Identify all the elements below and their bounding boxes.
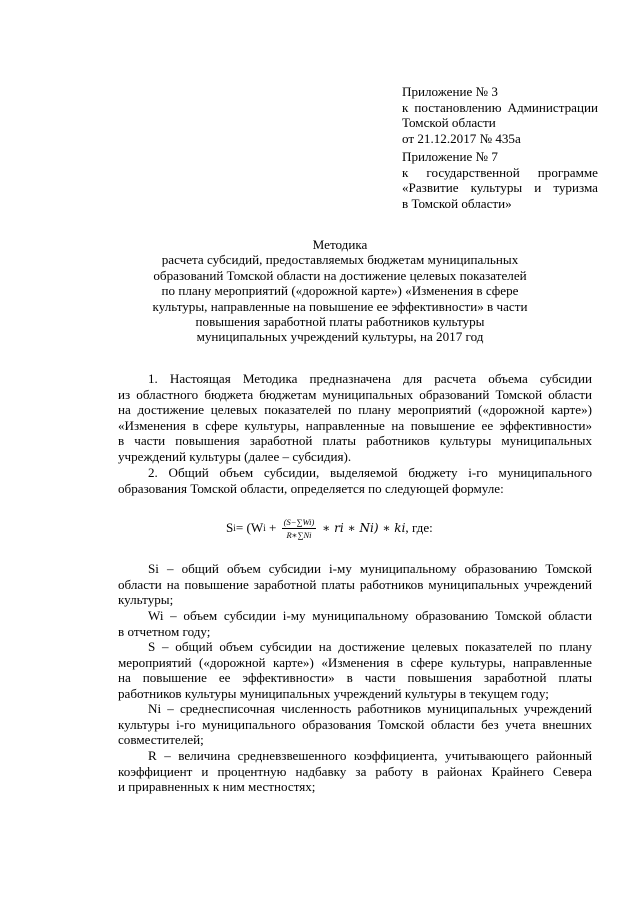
document-title (120, 237, 560, 345)
text-line: из областного бюджета бюджетам муниципальных образований Томской области (118, 386, 592, 402)
formula-numerator: (S−∑Wi) (283, 516, 315, 527)
subsidy-formula (226, 510, 433, 546)
text-line: 1. Настоящая Методика предназначена для расчета объема субсидии (148, 371, 592, 386)
formula-lhs-sub: i (233, 523, 236, 533)
definition-ni (118, 701, 592, 748)
text-line: в отчетном году; (118, 623, 211, 639)
title-heading: Методика (312, 237, 368, 252)
title-line: повышения заработной платы работников культуры (195, 314, 485, 330)
text-line: Si – общий объем субсидии i-му муниципальному образованию Томской (148, 561, 592, 576)
text-line: культуры i-го муниципального образования Томской области без учета внешних (118, 716, 592, 732)
formula-suffix: , где: (405, 520, 433, 535)
appendix-3-date: от 21.12.2017 № 435а (402, 130, 521, 146)
text-line: культуры; (118, 592, 174, 608)
definition-si (118, 561, 592, 608)
text-line: на повышение ее эффективности» в части повышения заработной платы (118, 670, 592, 686)
text-line: учреждений культуры (далее – субсидия). (118, 448, 352, 464)
formula-tail-2: ) ∗ ki (373, 521, 406, 535)
definition-r (118, 748, 592, 795)
text-line: S – общий объем субсидии на достижение целевых показателей по плану (148, 639, 592, 654)
text-line: коэффициент и процентную надбавку за работу в районах Крайнего Севера (118, 763, 592, 779)
appendix-3-number: Приложение № 3 (402, 84, 498, 99)
title-line: расчета субсидий, предоставляемых бюджетам муниципальных (161, 252, 519, 268)
text-line: образования Томской области, определяется по следующей формуле: (118, 480, 504, 496)
text-line: и приравненных к ним местностях; (118, 779, 316, 795)
formula-lhs: S (226, 520, 234, 535)
title-line: по плану мероприятий («дорожной карте») «Изменения в сфере (161, 283, 519, 299)
text-line: области на повышение заработной платы работников муниципальных учреждений (118, 576, 592, 592)
text-line: R – величина средневзвешенного коэффициента, учитывающего районный (148, 748, 592, 763)
title-line: муниципальных учреждений культуры, на 2017 год (196, 329, 484, 345)
appendix-7-program: к государственной программе (402, 164, 598, 180)
text-line: мероприятий («дорожной карте») «Изменения в сфере культуры, направленные (118, 654, 592, 670)
paragraph-1 (118, 371, 592, 465)
formula-denominator: R∗∑Ni (286, 529, 312, 540)
formula-w-sub: i (263, 523, 266, 533)
formula-fraction (282, 517, 317, 540)
appendix-7-number: Приложение № 7 (402, 149, 498, 164)
appendix-7-block (402, 149, 598, 211)
text-line: на достижение целевых показателей по плану мероприятий («дорожной карте») (118, 402, 592, 418)
title-line: культуры, направленные на повышение ее эффективности» в части (152, 298, 528, 314)
text-line: Wi – объем субсидии i-му муниципальному образованию Томской области (148, 608, 592, 623)
definition-wi (118, 608, 592, 639)
appendix-7-program-name: «Развитие культуры и туризма (402, 180, 598, 196)
appendix-7-region: в Томской области» (402, 195, 512, 211)
text-line: в части повышения заработной платы работников культуры муниципальных (118, 433, 592, 449)
appendix-3-resolution: к постановлению Администрации (402, 99, 598, 115)
title-line: образований Томской области на достижение целевых показателей (153, 267, 527, 283)
text-line: совместителей; (118, 732, 204, 748)
text-line: Ni – среднесписочная численность работников муниципальных учреждений (148, 701, 592, 716)
text-line: работников культуры муниципальных учреждений культуры в текущем году; (118, 685, 549, 701)
text-line: 2. Общий объем субсидии, выделяемой бюджету i-го муниципального (148, 465, 592, 480)
appendix-3-region: Томской области (402, 115, 496, 131)
text-line: «Изменения в сфере культуры, направленные на повышение ее эффективности» (118, 417, 592, 433)
definition-s (118, 639, 592, 701)
paragraph-2 (118, 465, 592, 496)
formula-plus: + (265, 520, 280, 535)
formula-tail-1: ∗ ri ∗ Ni (318, 521, 374, 535)
formula-open: = (W (235, 520, 264, 535)
appendix-3-block (402, 84, 598, 146)
